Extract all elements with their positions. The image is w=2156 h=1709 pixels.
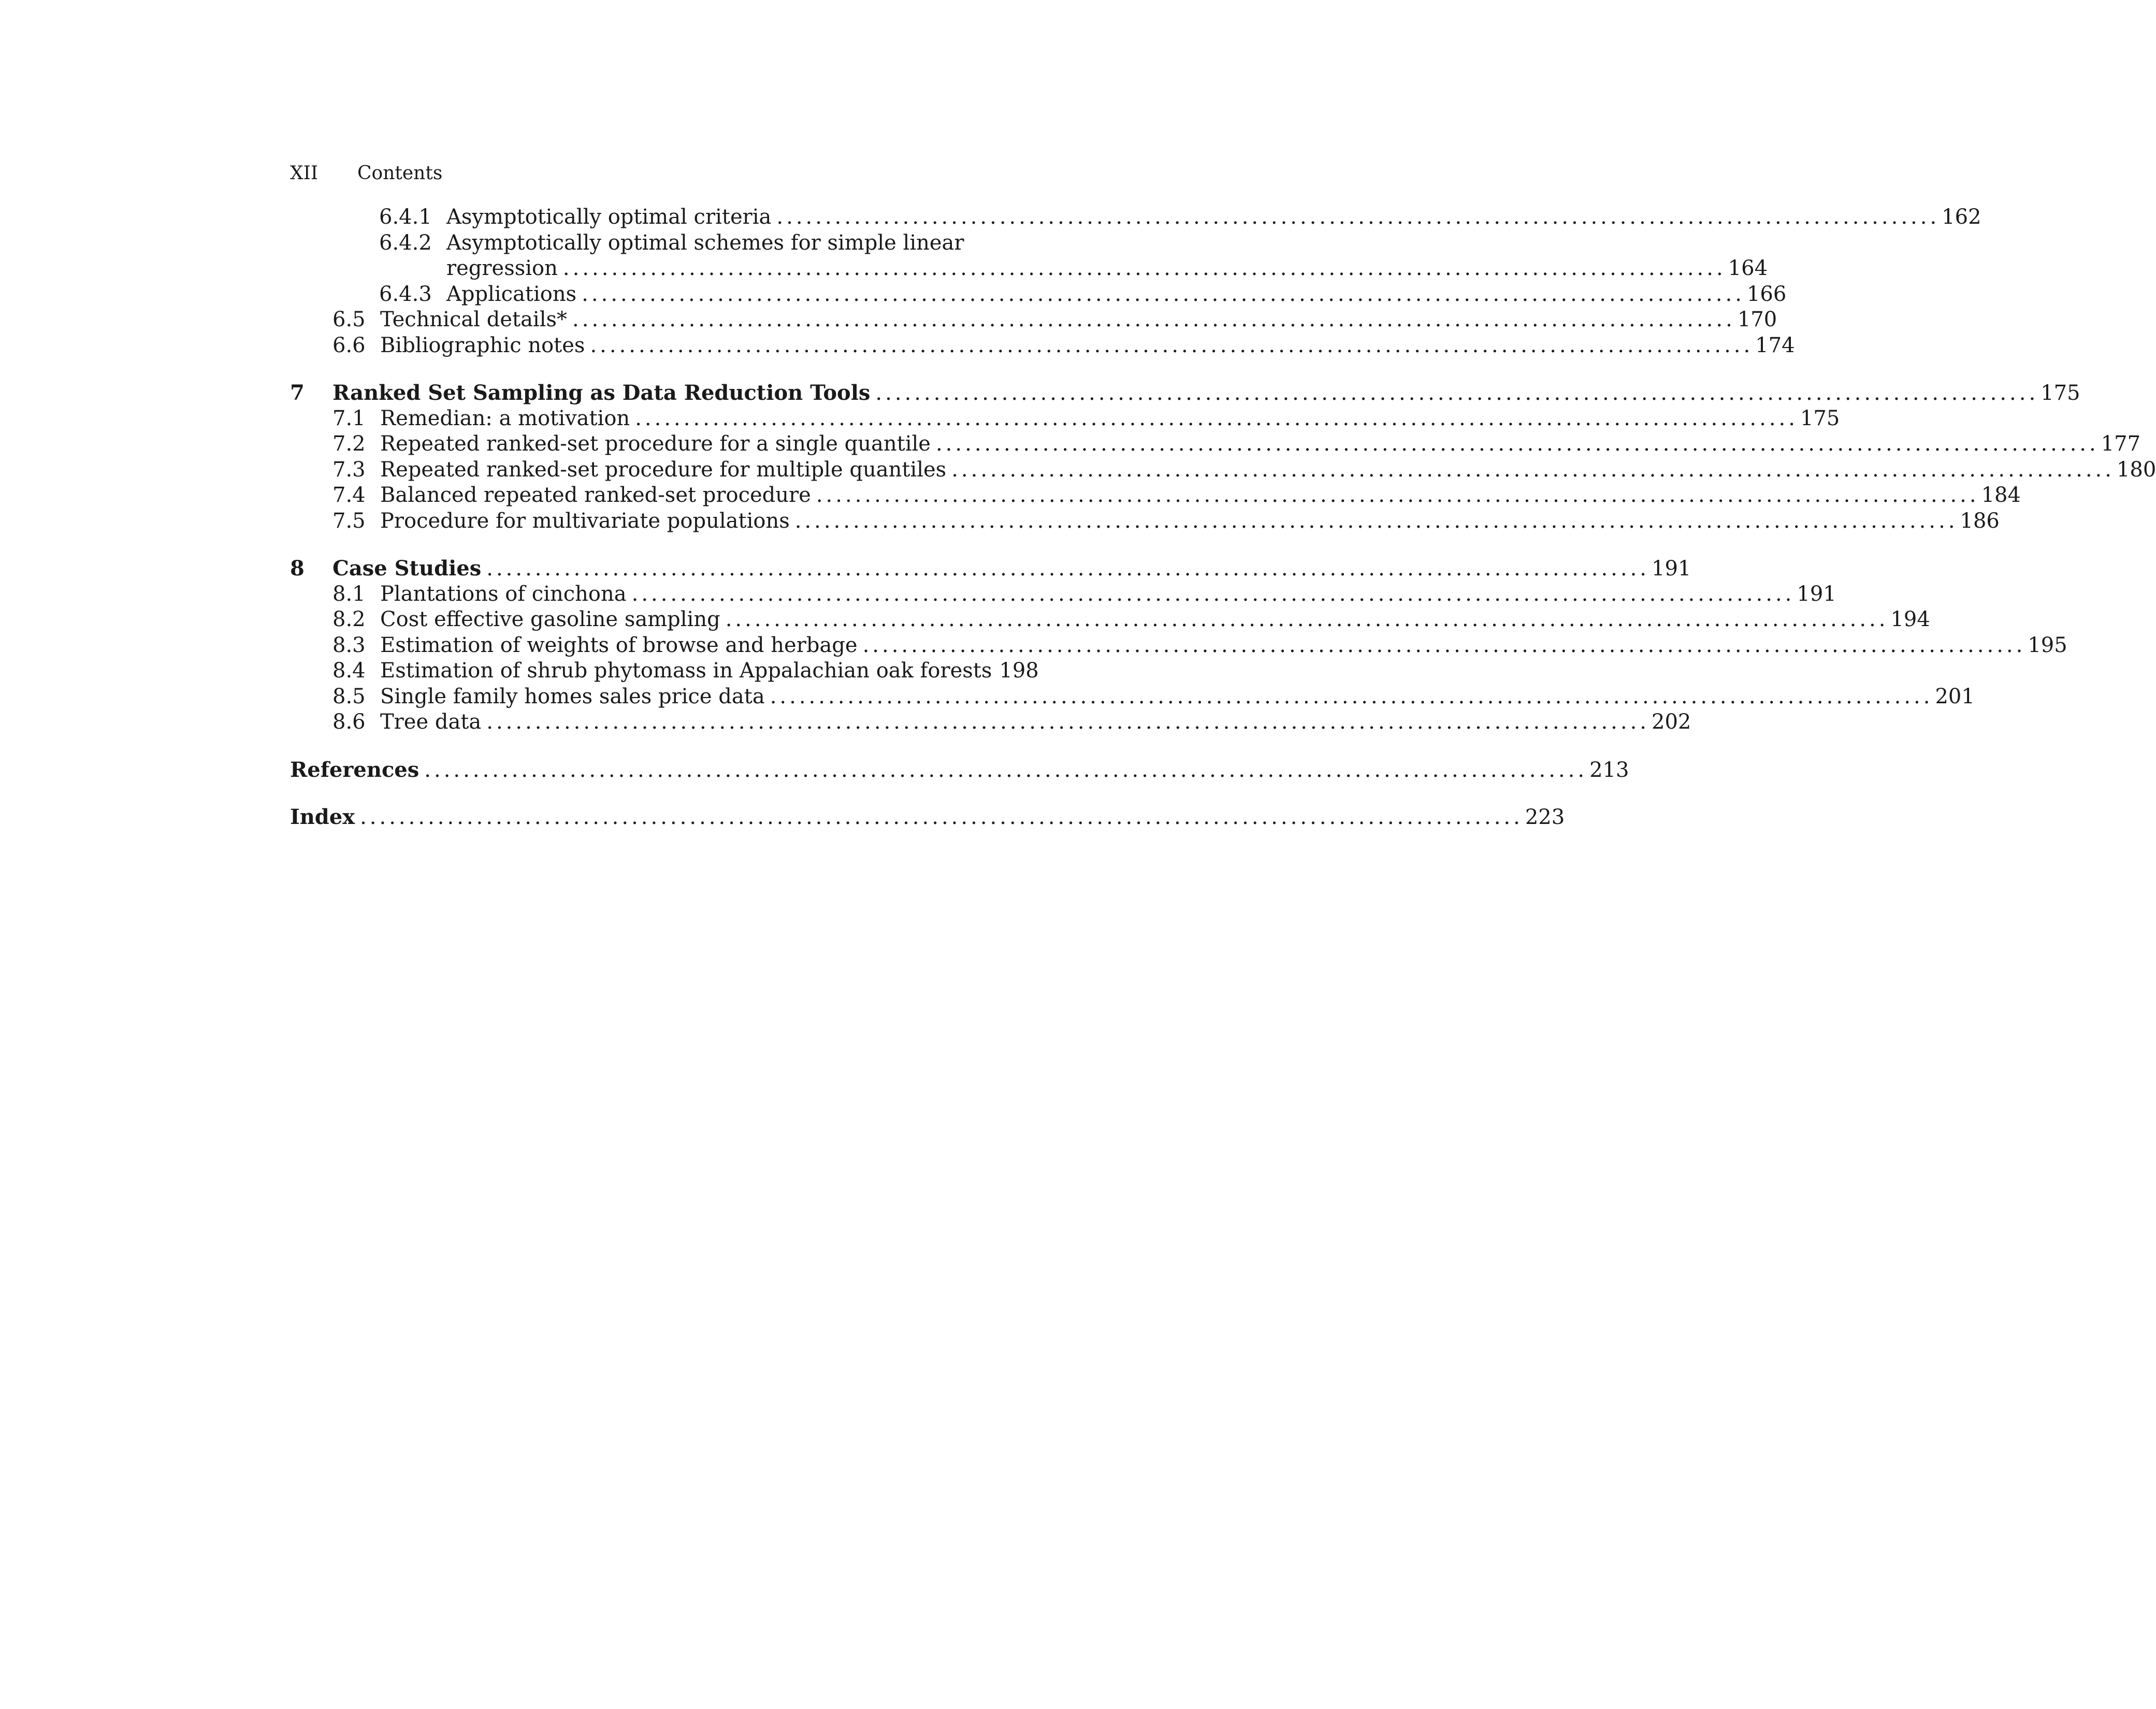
section-number: 7.1 — [332, 406, 366, 430]
index-title: Index — [290, 805, 355, 829]
page-ref: 174 — [1755, 333, 1795, 357]
page-ref: 201 — [1935, 684, 1975, 708]
page-ref: 175 — [2041, 381, 2080, 405]
page-number: XII — [290, 163, 319, 184]
chapter-number: 8 — [290, 556, 305, 581]
toc-entry-8-2[interactable] — [290, 607, 1930, 633]
section-title: Repeated ranked-set procedure for a single quantile — [380, 432, 931, 456]
dot-leader: ........................................................................................................................ — [862, 633, 2026, 657]
page-ref: 186 — [1960, 509, 2000, 533]
toc-entry-6-6[interactable] — [290, 333, 1795, 359]
page-ref: 213 — [1589, 758, 1629, 782]
section-title: Technical details* — [380, 308, 568, 331]
dot-leader: ........................................................................................................................ — [794, 509, 1958, 533]
section-number: 7.2 — [332, 432, 366, 456]
dot-leader: ........................................................................................................................ — [635, 406, 1798, 430]
dot-leader: ........................................................................................................................ — [875, 381, 2039, 405]
toc-entry-6-5[interactable] — [290, 307, 1777, 333]
page-ref: 180 — [2116, 457, 2156, 482]
page-ref: 195 — [2028, 633, 2067, 657]
section-number: 8.6 — [332, 710, 366, 734]
dot-leader: ........................................................................................................................ — [776, 205, 1940, 229]
page-ref: 202 — [1652, 710, 1691, 734]
page-ref: 162 — [1942, 205, 1981, 229]
section-title: Bibliographic notes — [380, 333, 585, 357]
section-number: 6.4.1 — [379, 205, 432, 229]
section-title: Balanced repeated ranked-set procedure — [380, 483, 811, 507]
section-number: 6.4.3 — [379, 282, 432, 306]
page-ref: 164 — [1728, 256, 1768, 280]
dot-leader: ........................................................................................................................ — [631, 582, 1795, 606]
page-ref: 198 — [999, 659, 1039, 683]
chapter-title: Case Studies — [332, 556, 482, 581]
toc-entry-8-4[interactable] — [290, 658, 1039, 684]
section-title-continuation: regression — [446, 256, 558, 280]
section-title: Repeated ranked-set procedure for multiple quantiles — [380, 457, 947, 482]
page-ref: 191 — [1797, 582, 1836, 606]
running-title: Contents — [357, 163, 443, 184]
section-title: Tree data — [380, 710, 482, 734]
page-ref: 194 — [1890, 607, 1930, 631]
page-ref: 175 — [1800, 406, 1840, 430]
page-ref: 223 — [1525, 805, 1565, 829]
section-number: 8.4 — [332, 659, 366, 683]
dot-leader: ........................................................................................................................ — [572, 308, 1735, 331]
toc-entry-8-3[interactable] — [290, 633, 2067, 659]
dot-leader: ........................................................................................................................ — [562, 256, 1726, 280]
dot-leader: ........................................................................................................................ — [725, 607, 1889, 631]
toc-index[interactable] — [290, 804, 1565, 830]
section-title: Asymptotically optimal schemes for simple linear — [446, 230, 964, 255]
dot-leader: ........................................................................................................................ — [582, 282, 1745, 306]
dot-leader: ........................................................................................................................ — [590, 333, 1754, 357]
dot-leader: ........................................................................................................................ — [360, 805, 1523, 829]
section-title: Remedian: a motivation — [380, 406, 630, 430]
page-ref: 184 — [1981, 483, 2021, 507]
page-ref: 177 — [2101, 432, 2141, 456]
section-number: 6.6 — [332, 333, 366, 357]
toc-entry-7-5[interactable] — [290, 509, 2000, 534]
toc-entry-6-4-2[interactable] — [290, 230, 1015, 256]
section-title: Plantations of cinchona — [380, 582, 627, 606]
chapter-title: Ranked Set Sampling as Data Reduction Tools — [332, 381, 871, 405]
dot-leader: ........................................................................................................................ — [486, 710, 1650, 734]
dot-leader: ........................................................................................................................ — [816, 483, 1979, 507]
section-title: Estimation of shrub phytomass in Appalachian oak forests — [380, 659, 992, 683]
dot-leader: ........................................................................................................................ — [770, 684, 1933, 708]
section-number: 6.5 — [332, 308, 366, 331]
chapter-number: 7 — [290, 381, 305, 405]
table-of-contents — [290, 205, 2156, 830]
section-title: Procedure for multivariate populations — [380, 509, 790, 533]
section-title: Asymptotically optimal criteria — [446, 205, 772, 229]
section-title: Applications — [446, 282, 577, 306]
dot-leader: ........................................................................................................................ — [424, 758, 1588, 782]
toc-chapter-8[interactable] — [290, 556, 1691, 582]
toc-entry-6-4-1[interactable] — [290, 205, 1981, 230]
section-number: 8.1 — [332, 582, 366, 606]
section-number: 7.5 — [332, 509, 366, 533]
section-title: Single family homes sales price data — [380, 684, 765, 708]
section-title: Cost effective gasoline sampling — [380, 607, 720, 631]
page-ref: 170 — [1737, 308, 1777, 331]
toc-entry-7-4[interactable] — [290, 483, 2021, 509]
toc-entry-8-5[interactable] — [290, 684, 1975, 710]
section-number: 7.4 — [332, 483, 366, 507]
toc-entry-8-1[interactable] — [290, 582, 1836, 607]
references-title: References — [290, 757, 419, 782]
toc-entry-6-4-2-cont[interactable] — [290, 256, 1768, 282]
toc-entry-6-4-3[interactable] — [290, 282, 1787, 308]
section-number: 7.3 — [332, 457, 366, 482]
section-number: 8.3 — [332, 633, 366, 657]
dot-leader: ........................................................................................................................ — [951, 457, 2115, 482]
toc-references[interactable] — [290, 757, 1629, 783]
section-number: 8.5 — [332, 684, 366, 708]
section-title: Estimation of weights of browse and herbage — [380, 633, 858, 657]
page-ref: 191 — [1652, 557, 1691, 581]
page-ref: 166 — [1746, 282, 1787, 306]
dot-leader: ........................................................................................................................ — [935, 432, 2099, 456]
toc-chapter-7[interactable] — [290, 380, 2080, 406]
toc-entry-7-1[interactable] — [290, 406, 1840, 432]
section-number: 8.2 — [332, 607, 366, 631]
toc-entry-8-6[interactable] — [290, 709, 1691, 735]
section-number: 6.4.2 — [379, 230, 432, 255]
dot-leader: ........................................................................................................................ — [486, 557, 1650, 581]
toc-entry-7-2[interactable] — [290, 431, 2141, 457]
toc-entry-7-3[interactable] — [290, 457, 2156, 483]
